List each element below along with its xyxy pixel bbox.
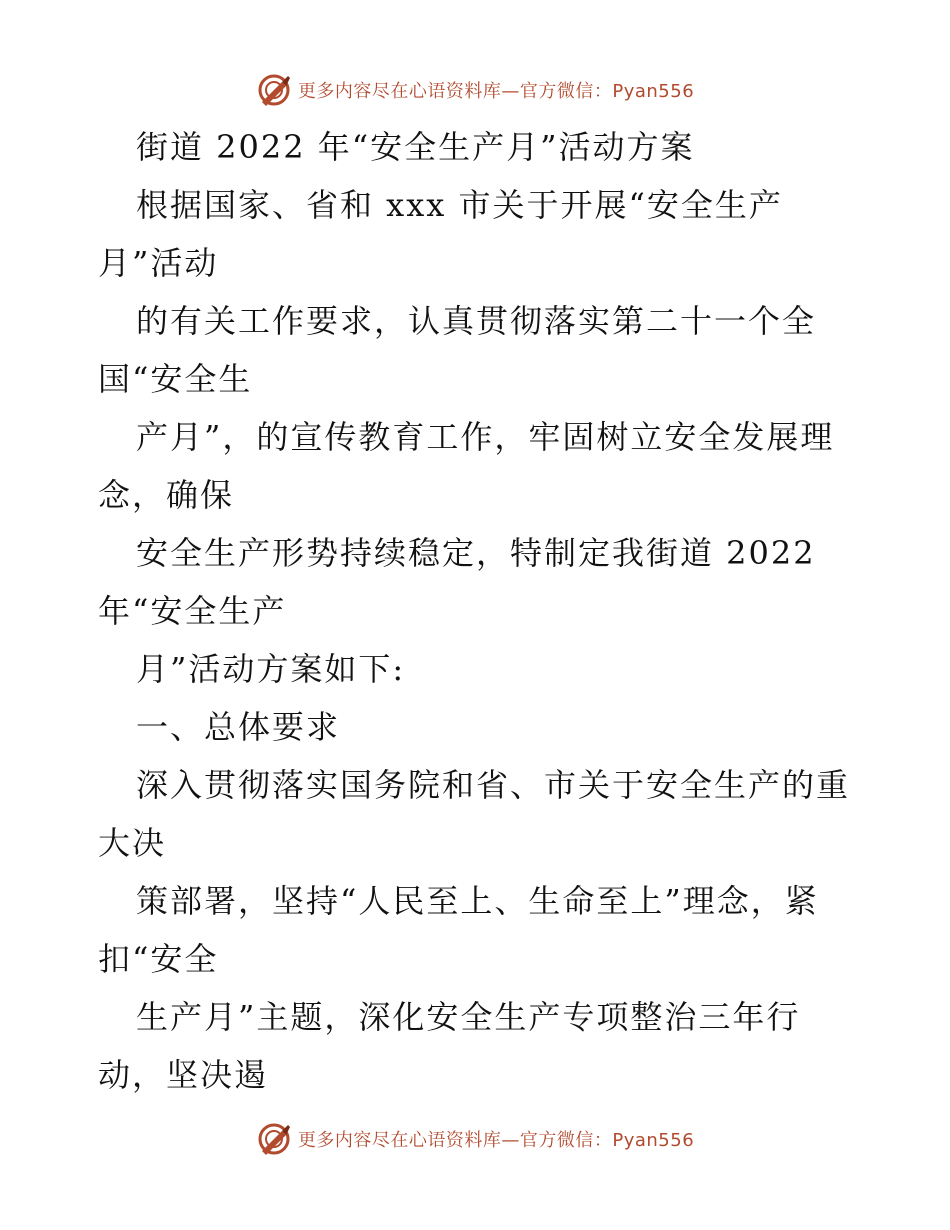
section-heading: 一、总体要求 [136, 708, 341, 746]
paragraph-line: 深入贯彻落实国务院和省、市关于安全生产的重 [136, 766, 851, 804]
paragraph-line: 扣“安全 [98, 940, 219, 978]
paragraph-line: 产月”，的宣传教育工作，牢固树立安全发展理 [136, 418, 835, 456]
header-watermark [0, 70, 950, 110]
paragraph-line: 月”活动 [98, 244, 219, 282]
paragraph-line: 国“安全生 [98, 360, 253, 398]
paragraph-line: 安全生产形势持续稳定，特制定我街道 2022 [136, 534, 816, 572]
pen-logo-icon [256, 1121, 292, 1157]
paragraph-line: 的有关工作要求，认真贯彻落实第二十一个全 [136, 302, 817, 340]
paragraph-line: 月”活动方案如下: [136, 650, 406, 688]
paragraph-line: 动，坚决遏 [98, 1056, 269, 1094]
paragraph-line: 生产月”主题，深化安全生产专项整治三年行 [136, 998, 801, 1036]
paragraph-line: 根据国家、省和 xxx 市关于开展“安全生产 [136, 186, 783, 224]
paragraph-line: 年“安全生产 [98, 592, 287, 630]
watermark-text: 更多内容尽在心语资料库—官方微信：Pyan556 [297, 1130, 695, 1151]
footer-watermark [0, 1119, 950, 1159]
paragraph-line: 念，确保 [98, 476, 235, 514]
document-title: 街道 2022 年“安全生产月”活动方案 [136, 128, 695, 166]
paragraph-line: 大决 [98, 824, 167, 862]
document-body [0, 118, 950, 1104]
pen-logo-icon [256, 72, 292, 108]
paragraph-line: 策部署，坚持“人民至上、生命至上”理念，紧 [136, 882, 819, 920]
watermark-text: 更多内容尽在心语资料库—官方微信：Pyan556 [297, 81, 695, 102]
